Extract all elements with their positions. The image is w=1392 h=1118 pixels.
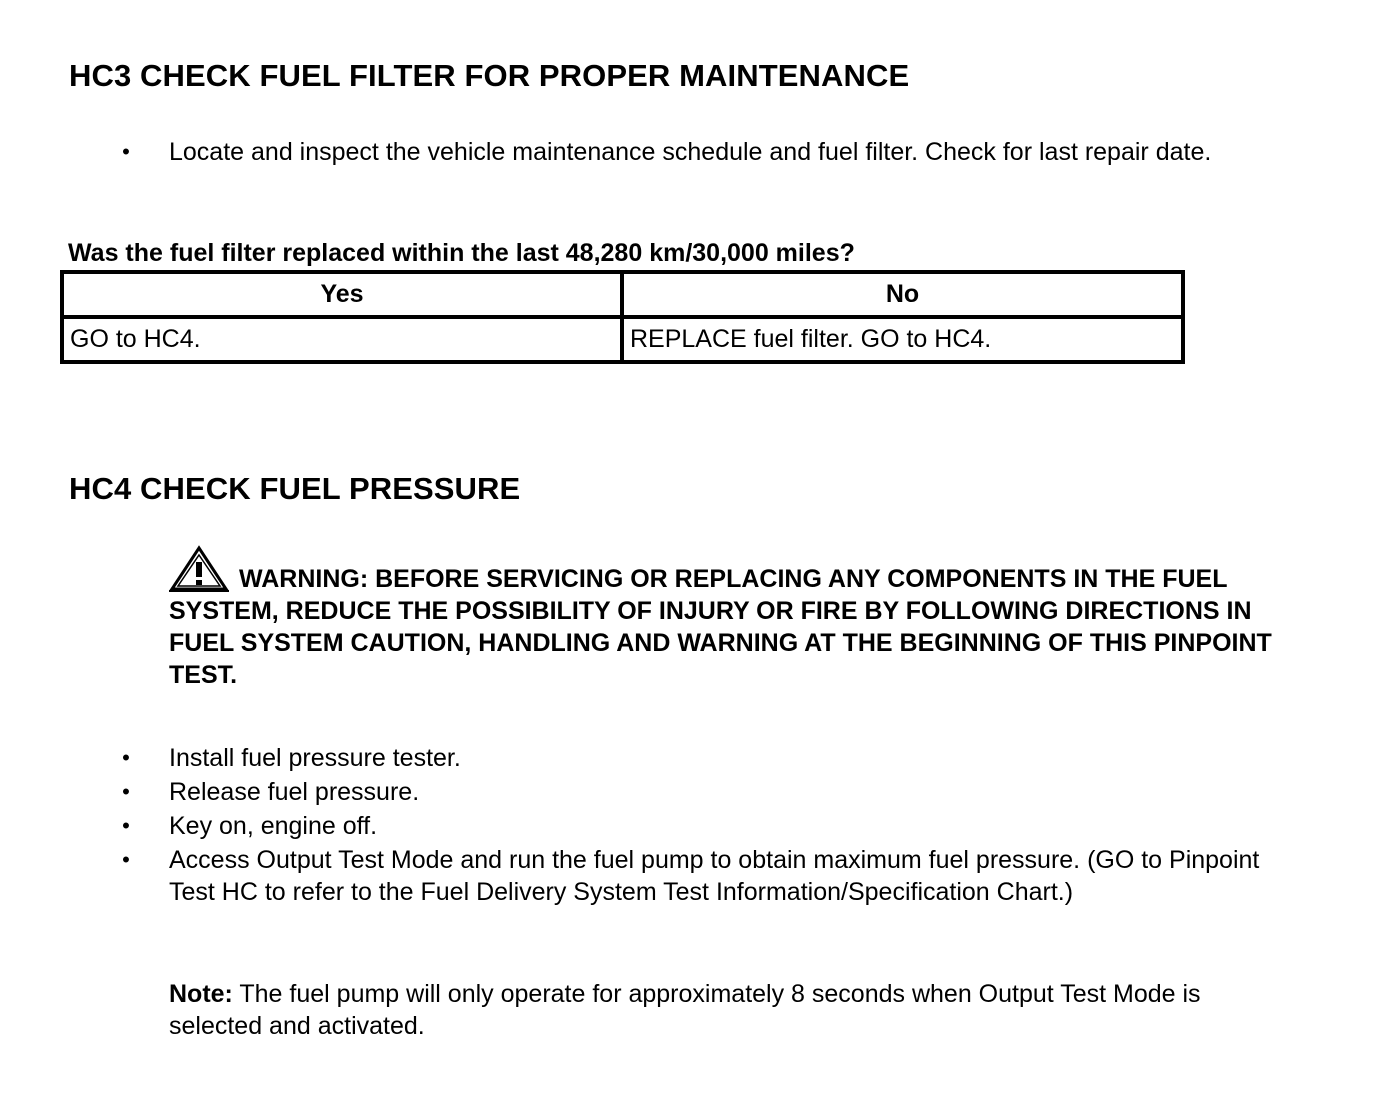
decision-question: Was the fuel filter replaced within the last 48,280 km/30,000 miles?	[68, 239, 855, 267]
table-row	[62, 317, 1183, 362]
warning-triangle-icon	[169, 545, 229, 593]
hc4-bullet-list	[0, 742, 1269, 910]
list-item	[0, 844, 1269, 908]
bullet-icon: •	[122, 745, 130, 770]
table-header-yes: Yes	[62, 272, 622, 317]
list-item	[0, 776, 1269, 808]
list-item	[0, 810, 1269, 842]
bullet-text: Locate and inspect the vehicle maintenance schedule and fuel filter. Check for last repair date.	[169, 138, 1212, 166]
decision-table	[60, 270, 1185, 364]
table-cell-no-action: REPLACE fuel filter. GO to HC4.	[622, 317, 1183, 362]
bullet-icon: •	[122, 847, 130, 872]
bullet-icon: •	[122, 139, 130, 164]
bullet-icon: •	[122, 813, 130, 838]
table-header-no: No	[622, 272, 1183, 317]
list-item	[0, 742, 1269, 774]
note-text: The fuel pump will only operate for approximately 8 seconds when Output Test Mode is selected and activated.	[169, 980, 1201, 1040]
table-header-row	[62, 272, 1183, 317]
bullet-text: Key on, engine off.	[169, 812, 378, 840]
hc3-section-title: HC3 CHECK FUEL FILTER FOR PROPER MAINTENANCE	[69, 58, 910, 93]
warning-block	[169, 545, 1289, 691]
table-cell-yes-action: GO to HC4.	[62, 317, 622, 362]
bullet-icon: •	[122, 779, 130, 804]
bullet-text: Release fuel pressure.	[169, 778, 420, 806]
hc3-bullet-list	[0, 136, 1269, 170]
list-item	[0, 136, 1269, 168]
note-label: Note:	[169, 980, 233, 1008]
bullet-text: Access Output Test Mode and run the fuel pump to obtain maximum fuel pressure. (GO to Pinpoint Test HC to refer to the Fuel Delivery System Test Information/Specification Chart.)	[169, 846, 1260, 906]
warning-text: WARNING: BEFORE SERVICING OR REPLACING ANY COMPONENTS IN THE FUEL SYSTEM, REDUCE THE POSSIBILITY OF INJURY OR FIRE BY FOLLOWING DIRECTIONS IN FUEL SYSTEM CAUTION, HANDLING AND WARNING AT THE BEGINNING OF THIS PINPOINT TEST.	[169, 565, 1272, 689]
note-paragraph	[169, 978, 1269, 1042]
hc4-section-title: HC4 CHECK FUEL PRESSURE	[69, 471, 521, 506]
bullet-text: Install fuel pressure tester.	[169, 744, 461, 772]
